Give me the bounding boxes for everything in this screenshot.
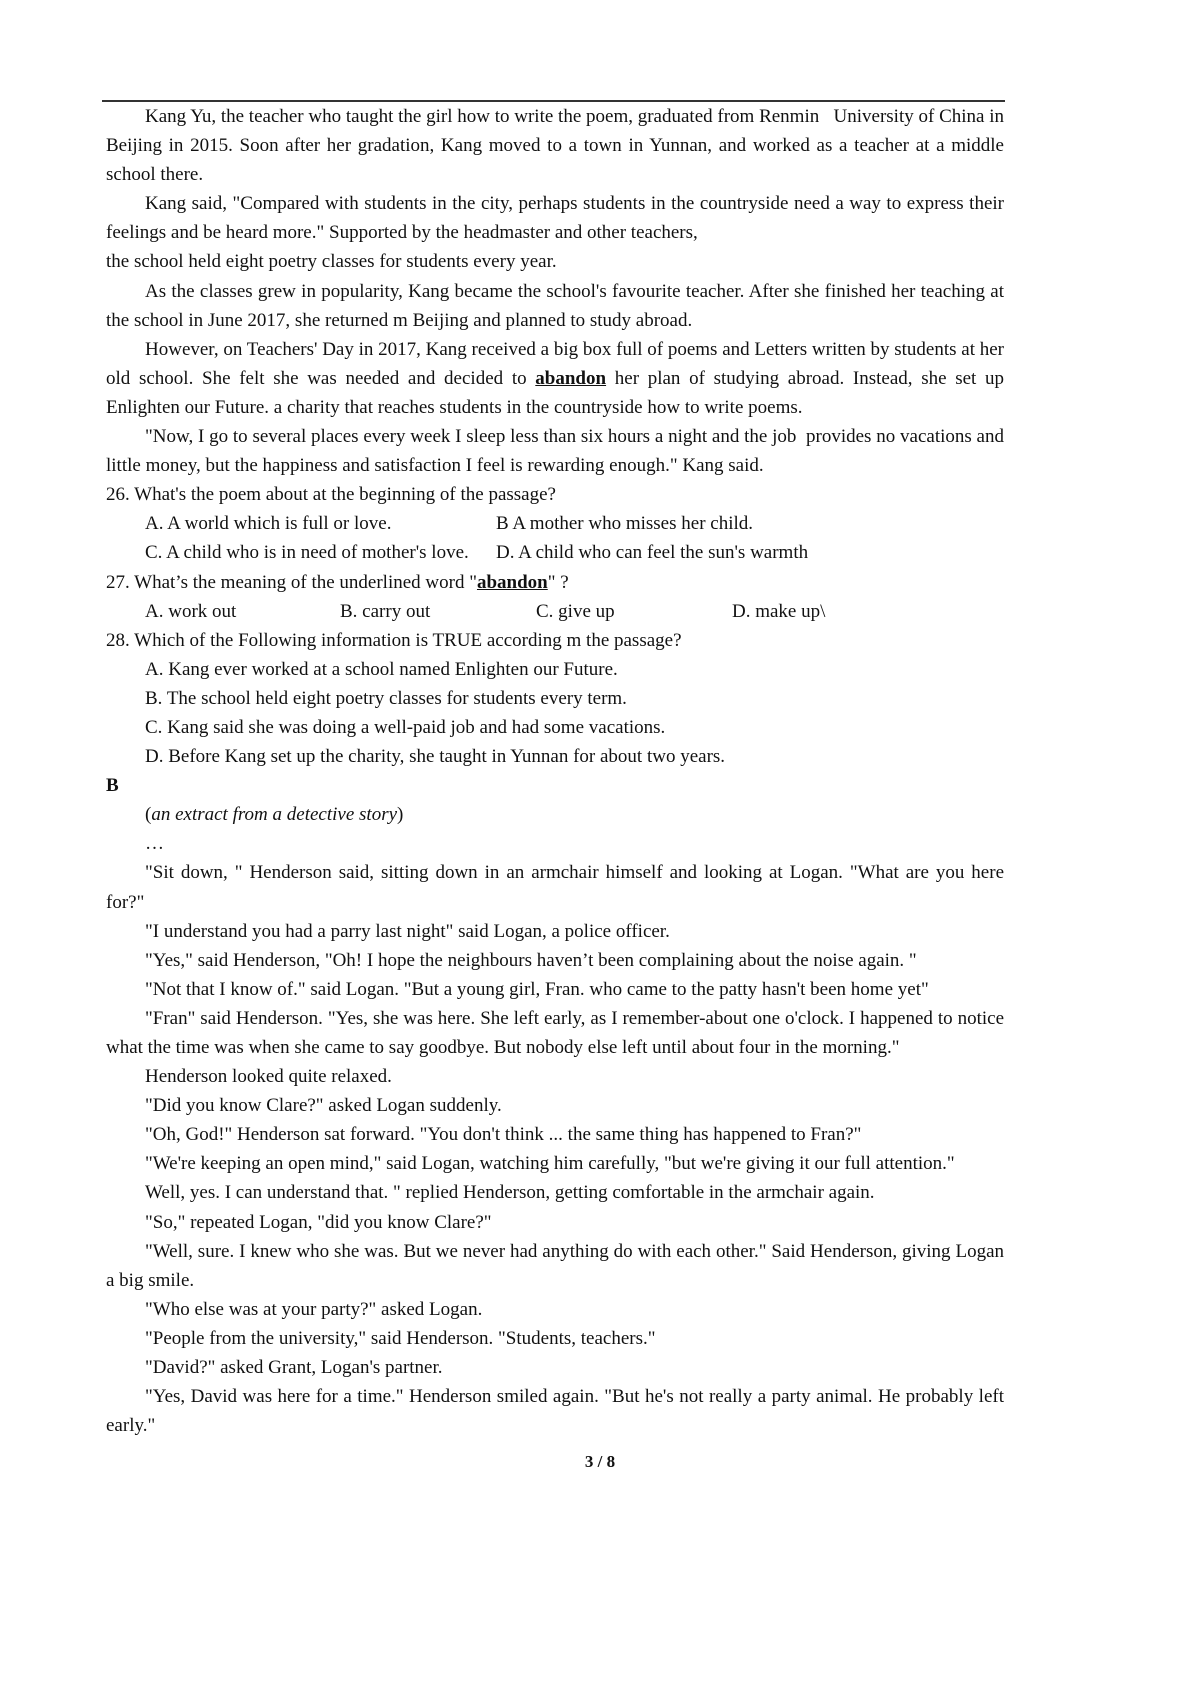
- story-paragraph: "Fran" said Henderson. "Yes, she was here. She left early, as I remember-about one o'clock. I happened to notice what the time was when she came to say goodbye. But nobody else left until about four in the morning.": [106, 1007, 1004, 1058]
- question-text: " ?: [547, 571, 569, 593]
- page-number: 3 / 8: [584, 1452, 616, 1471]
- paren: ): [397, 804, 404, 826]
- story-paragraph: "Who else was at your party?" asked Logan.: [145, 1298, 483, 1320]
- story-paragraph: Henderson looked quite relaxed.: [145, 1066, 392, 1088]
- question-26-stem: 26. What's the poem about at the beginning of the passage?: [106, 484, 556, 506]
- paragraph-continuation: the school held eight poetry classes for students every year.: [106, 251, 557, 273]
- option-c: C. A child who is in need of mother's love.: [145, 542, 469, 564]
- story-paragraph: "So," repeated Logan, "did you know Clare?": [145, 1211, 492, 1233]
- story-paragraph: "Yes, David was here for a time." Henderson smiled again. "But he's not really a party animal. He probably left early.": [106, 1386, 1004, 1437]
- option-d: D. Before Kang set up the charity, she taught in Yunnan for about two years.: [145, 746, 726, 768]
- option-d: D. A child who can feel the sun's warmth: [496, 542, 809, 564]
- story-paragraph: "I understand you had a parry last night" said Logan, a police officer.: [145, 920, 670, 942]
- paragraph-text: her plan of studying abroad. Instead, she set up Enlighten our Future. a charity that reaches students in the countryside how to write poems.: [106, 367, 1005, 418]
- story-paragraph: "Not that I know of." said Logan. "But a young girl, Fran. who came to the patty hasn't been home yet": [145, 978, 929, 1000]
- story-paragraph: "Did you know Clare?" asked Logan suddenly.: [145, 1095, 502, 1117]
- option-c: C. give up: [536, 600, 615, 622]
- ellipsis: …: [145, 833, 164, 855]
- paragraph-text: China in Beijing in 2015. Soon after her gradation, Kang moved to a town in Yunnan, and worked as a teacher at a middle school there.: [106, 106, 1004, 186]
- paragraph: [106, 335, 1004, 422]
- option-d: D. make up\: [732, 600, 826, 622]
- option-b: B A mother who misses her child.: [496, 513, 754, 535]
- question-text: 27. What’s the meaning of the underlined word ": [106, 571, 477, 593]
- option-a: A. work out: [145, 600, 237, 622]
- story-paragraph: Well, yes. I can understand that. " replied Henderson, getting comfortable in the armchair again.: [145, 1182, 875, 1204]
- story-paragraph: "David?" asked Grant, Logan's partner.: [145, 1357, 443, 1379]
- document-body: [106, 102, 1004, 1440]
- story-paragraph: "Yes," said Henderson, "Oh! I hope the neighbours haven’t been complaining about the noise again. ": [145, 949, 917, 971]
- option-b: B. carry out: [340, 600, 431, 622]
- paragraph-text: Kang said, "Compared with students in the city, perhaps students in the countryside need a way to express their feelings and be heard more." Supported by the headmaster and other teachers,: [106, 193, 1004, 244]
- underlined-word: abandon: [535, 367, 607, 389]
- question-26-options-row-1: [106, 509, 1004, 538]
- question-27-options: [106, 597, 1004, 626]
- paragraph: As the classes grew in popularity, Kang became the school's favourite teacher. After she finished her teaching at the school in June 2017, she returned m Beijing and planned to study abroad.: [106, 280, 1004, 331]
- story-paragraph: "People from the university," said Henderson. "Students, teachers.": [145, 1327, 656, 1349]
- option-c: C. Kang said she was doing a well-paid job and had some vacations.: [145, 716, 666, 738]
- story-paragraph: "Sit down, " Henderson said, sitting down in an armchair himself and looking at Logan. "What are you here for?": [106, 862, 1004, 913]
- paragraph: [106, 102, 1004, 189]
- section-heading: B: [106, 775, 119, 797]
- story-paragraph: "Oh, God!" Henderson sat forward. "You don't think ... the same thing has happened to Fran?": [145, 1124, 862, 1146]
- option-b: B. The school held eight poetry classes for students every term.: [145, 687, 627, 709]
- underlined-word: abandon: [476, 571, 548, 593]
- paragraph-text: However, on Teachers' Day in 2017, Kang received a big box full of poems and Letters written by students at her old school. She felt she was needed and decided to: [106, 338, 1004, 389]
- paragraph: [106, 189, 1004, 247]
- subtitle-text: an extract from a detective story: [151, 804, 398, 826]
- paragraph-line: Kang Yu, the teacher who taught the girl how to write the poem, graduated from Renmin University of: [145, 106, 935, 127]
- option-a: A. Kang ever worked at a school named Enlighten our Future.: [145, 658, 618, 680]
- question-26-options-row-2: [106, 538, 1004, 567]
- story-paragraph: "Well, sure. I knew who she was. But we never had anything do with each other." Said Henderson, giving Logan a big smile.: [106, 1240, 1004, 1291]
- section-subtitle: [106, 800, 1004, 829]
- paragraph: "Now, I go to several places every week I sleep less than six hours a night and the job provides no vacations and little money, but the happiness and satisfaction I feel is rewarding enough." Kang said.: [106, 426, 1004, 477]
- question-28-stem: 28. Which of the Following information is TRUE according m the passage?: [106, 629, 682, 651]
- paren: (: [145, 804, 152, 826]
- option-a: A. A world which is full or love.: [145, 513, 392, 535]
- question-27-stem: [106, 568, 1004, 597]
- story-paragraph: "We're keeping an open mind," said Logan, watching him carefully, "but we're giving it our full attention.": [145, 1153, 955, 1175]
